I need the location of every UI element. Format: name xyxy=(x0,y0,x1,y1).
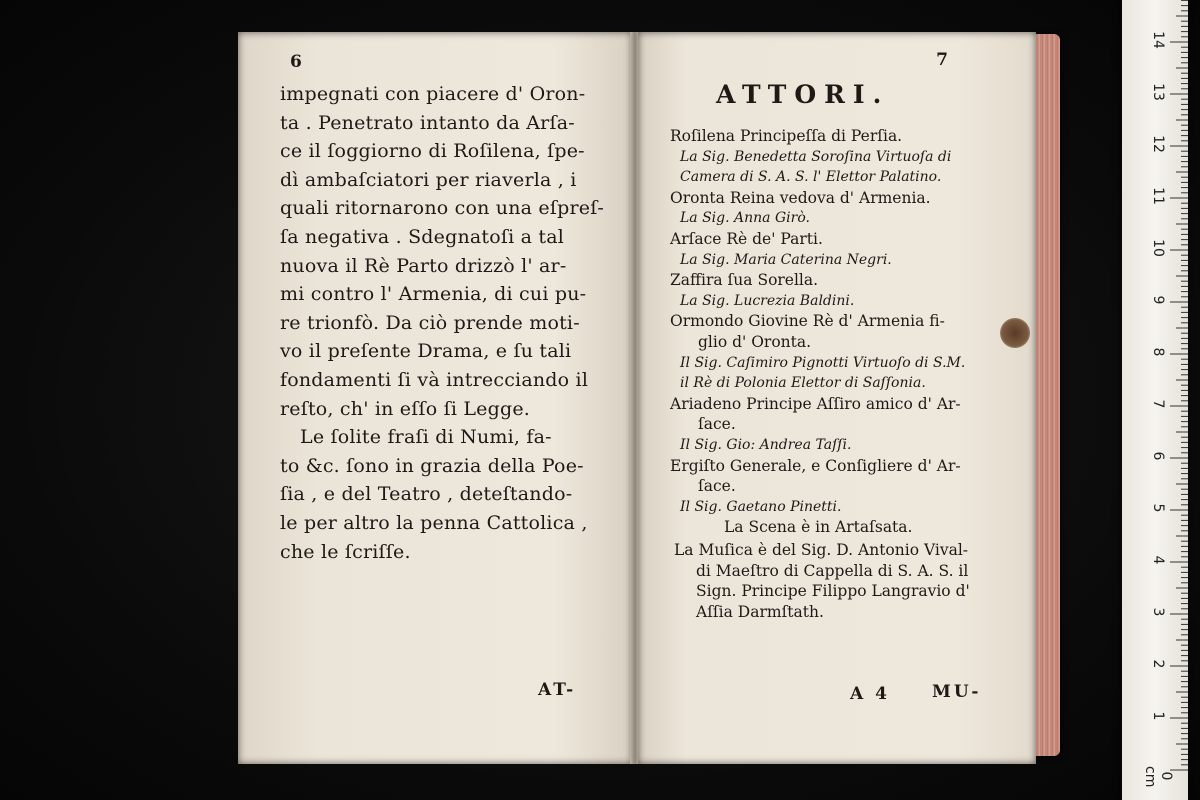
text-line: mi contro l' Armenia, di cui pu- xyxy=(280,283,587,306)
cast-line: Roſilena Principeſſa di Perſia. xyxy=(670,127,903,145)
cast-line: La Scena è in Artaſsata. xyxy=(724,518,913,537)
left-page xyxy=(238,32,632,764)
text-line: quali ritornarono con una eſpreſ- xyxy=(280,197,605,220)
music-credit xyxy=(674,540,1024,622)
cast-line: glio d' Oronta. xyxy=(698,332,812,351)
cast-line: Il Sig. Gio: Andrea Taſſi. xyxy=(680,436,852,453)
cast-line: Oronta Reina vedova d' Armenia. xyxy=(670,188,931,207)
text-line: to &c. ſono in grazia della Poe- xyxy=(280,454,584,477)
ruler-label: 14 xyxy=(1150,31,1166,49)
text-line: nuova il Rè Parto drizzò l' ar- xyxy=(280,254,567,277)
ink-stain xyxy=(1000,318,1030,348)
right-page xyxy=(638,32,1036,764)
text-line: ce il ſoggiorno di Roſilena, ſpe- xyxy=(280,140,585,163)
ruler-label: 1 xyxy=(1150,711,1166,721)
text-line: dì ambaſciatori per riaverla , i xyxy=(280,168,577,191)
text-line: fondamenti ſi và intrecciando il xyxy=(280,368,589,391)
cast-line: Il Sig. Caſimiro Pignotti Virtuoſo di S.M. xyxy=(680,354,966,371)
text-line: ſia , e del Teatro , deteſtando- xyxy=(280,483,573,506)
ruler-label: 0 cm xyxy=(1142,766,1174,788)
text-line: impegnati con piacere d' Oron- xyxy=(280,83,586,105)
cast-line: il Rè di Polonia Elettor di Saſſonia. xyxy=(680,375,926,392)
left-catchword: AT- xyxy=(538,680,577,700)
text-line: Le ſolite fraſi di Numi, fa- xyxy=(300,426,552,449)
cast-line: Il Sig. Gaetano Pinetti. xyxy=(680,498,842,515)
cast-heading: ATTORI. xyxy=(716,80,890,109)
cast-line: La Sig. Lucrezia Baldini. xyxy=(680,292,855,309)
open-book xyxy=(228,26,1064,774)
right-page-number: 7 xyxy=(936,50,948,70)
ruler-label: 12 xyxy=(1150,135,1166,153)
measurement-ruler xyxy=(1122,0,1188,800)
cast-line: Zaffira ſua Sorella. xyxy=(670,271,819,290)
ruler-label: 4 xyxy=(1150,555,1166,565)
text-line: ta . Penetrato intanto da Arſa- xyxy=(280,111,575,134)
text-line: vo il preſente Drama, e ſu tali xyxy=(280,340,572,363)
cast-line: Ergiſto Generale, e Conſigliere d' Ar- xyxy=(670,456,961,475)
text-line: re trionfò. Da ciò prende moti- xyxy=(280,311,580,334)
cast-line: ſace. xyxy=(698,477,736,496)
text-line: che le ſcriſſe. xyxy=(280,540,411,563)
left-page-number: 6 xyxy=(290,52,302,72)
text-line: le per altro la penna Cattolica , xyxy=(280,511,588,534)
music-line: di Maeſtro di Cappella di S. A. S. il xyxy=(696,561,969,580)
cast-list xyxy=(670,126,1030,538)
cast-line: ſace. xyxy=(698,415,736,434)
cast-line: La Sig. Anna Girò. xyxy=(680,210,810,227)
right-catchword: MU- xyxy=(932,682,982,702)
ruler-label: 11 xyxy=(1150,187,1166,205)
left-page-text xyxy=(280,80,620,566)
music-line: Sign. Principe Filippo Langravio d' xyxy=(696,582,970,601)
music-line: Aſſia Darmſtath. xyxy=(696,602,824,621)
ruler-label: 6 xyxy=(1150,451,1166,461)
ruler-label: 10 xyxy=(1150,239,1166,257)
cast-line: Ariadeno Principe Aſſiro amico d' Ar- xyxy=(670,394,961,413)
text-line: reſto, ch' in eſſo ſi Legge. xyxy=(280,397,531,420)
cast-line: Ormondo Giovine Rè d' Armenia fi- xyxy=(670,312,945,331)
ruler-label: 3 xyxy=(1150,607,1166,617)
ruler-label: 2 xyxy=(1150,659,1166,669)
ruler-label: 7 xyxy=(1150,399,1166,409)
ruler-label: 8 xyxy=(1150,347,1166,357)
ruler-label: 9 xyxy=(1150,295,1166,305)
cast-line: Arſace Rè de' Parti. xyxy=(670,229,823,248)
signature-mark: A 4 xyxy=(850,684,890,704)
cast-line: La Sig. Benedetta Soroſina Virtuoſa di xyxy=(680,148,952,165)
text-line: ſa negativa . Sdegnatoſi a tal xyxy=(280,225,565,248)
cast-line: Camera di S. A. S. l' Elettor Palatino. xyxy=(680,169,942,186)
red-fore-edge xyxy=(1036,34,1060,756)
ruler-label: 13 xyxy=(1150,83,1166,101)
ruler-label: 5 xyxy=(1150,503,1166,513)
music-line: La Muſica è del Sig. D. Antonio Vival- xyxy=(674,541,969,559)
cast-line: La Sig. Maria Caterina Negri. xyxy=(680,251,892,268)
